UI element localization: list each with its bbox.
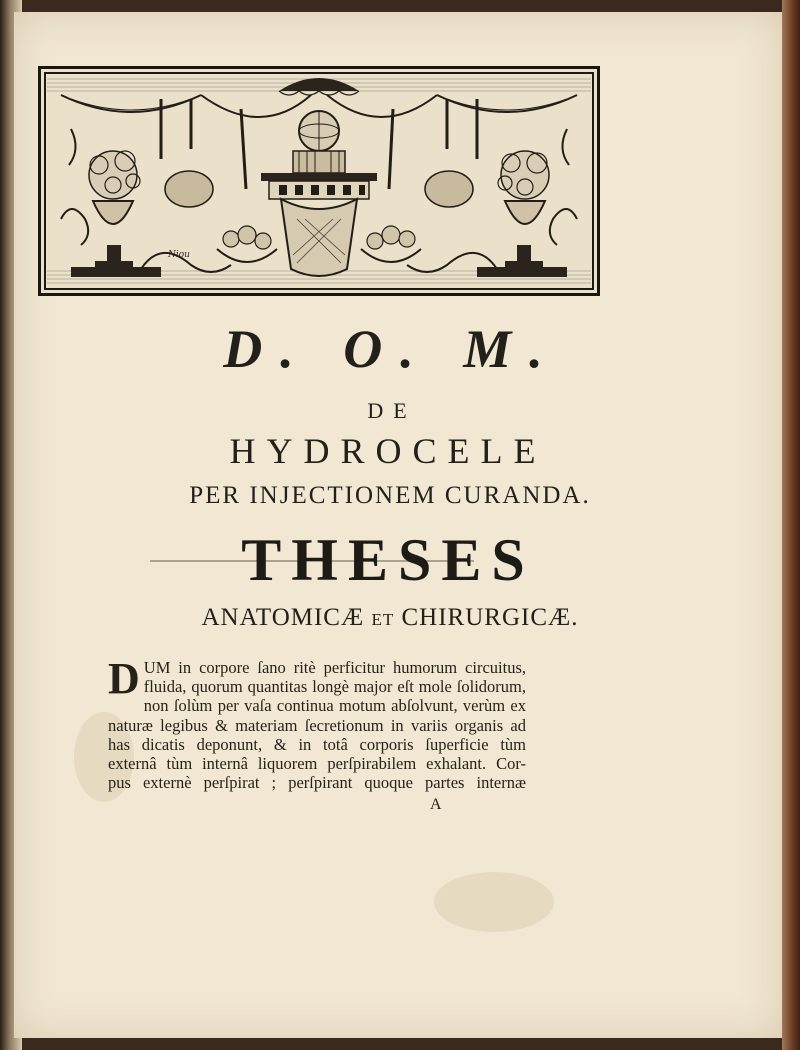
signature-mark: A (430, 796, 442, 813)
headpiece-engraving (38, 66, 600, 296)
title-anatomicae (0, 604, 790, 632)
title-subtitle: PER INJECTIONEM CURANDA. (189, 482, 591, 509)
page-edge (782, 0, 800, 1050)
title-de: DE (367, 398, 417, 423)
anatomicae-word: ANATOMICÆ (201, 604, 365, 631)
title-theses: THESES (241, 527, 535, 593)
drop-cap: D (108, 654, 140, 703)
ornament-illustration (41, 69, 597, 293)
dedication-dom: D. O. M. (223, 319, 561, 379)
title-hydrocele: HYDROCELE (229, 431, 547, 471)
body-line: naturæ legibus & materiam ſecretionum in variis organis ad (108, 715, 526, 735)
body-line: fluida, quorum quantitas longè major eſt mole ſolidorum, (143, 677, 526, 697)
engraver-signature: Niou (168, 250, 190, 260)
et-word: ET (371, 610, 395, 629)
chirurgicae-word: CHIRURGICÆ. (401, 604, 579, 631)
body-line: UM in corpore ſano ritè perficitur humorum circuitus, (143, 658, 526, 677)
body-paragraph (108, 654, 526, 793)
body-line: externâ tùm internâ liquorem perſpirabilem exhalant. Cor- (108, 753, 526, 773)
body-line: has dicatis deponunt, & in totâ corporis ſuperficie tùm (108, 734, 526, 754)
body-line: non ſolùm per vaſa continua motum abſolvunt, verùm ex (143, 696, 526, 716)
body-line: pus externè perſpirat ; perſpirant quoque partes internæ (108, 773, 526, 793)
